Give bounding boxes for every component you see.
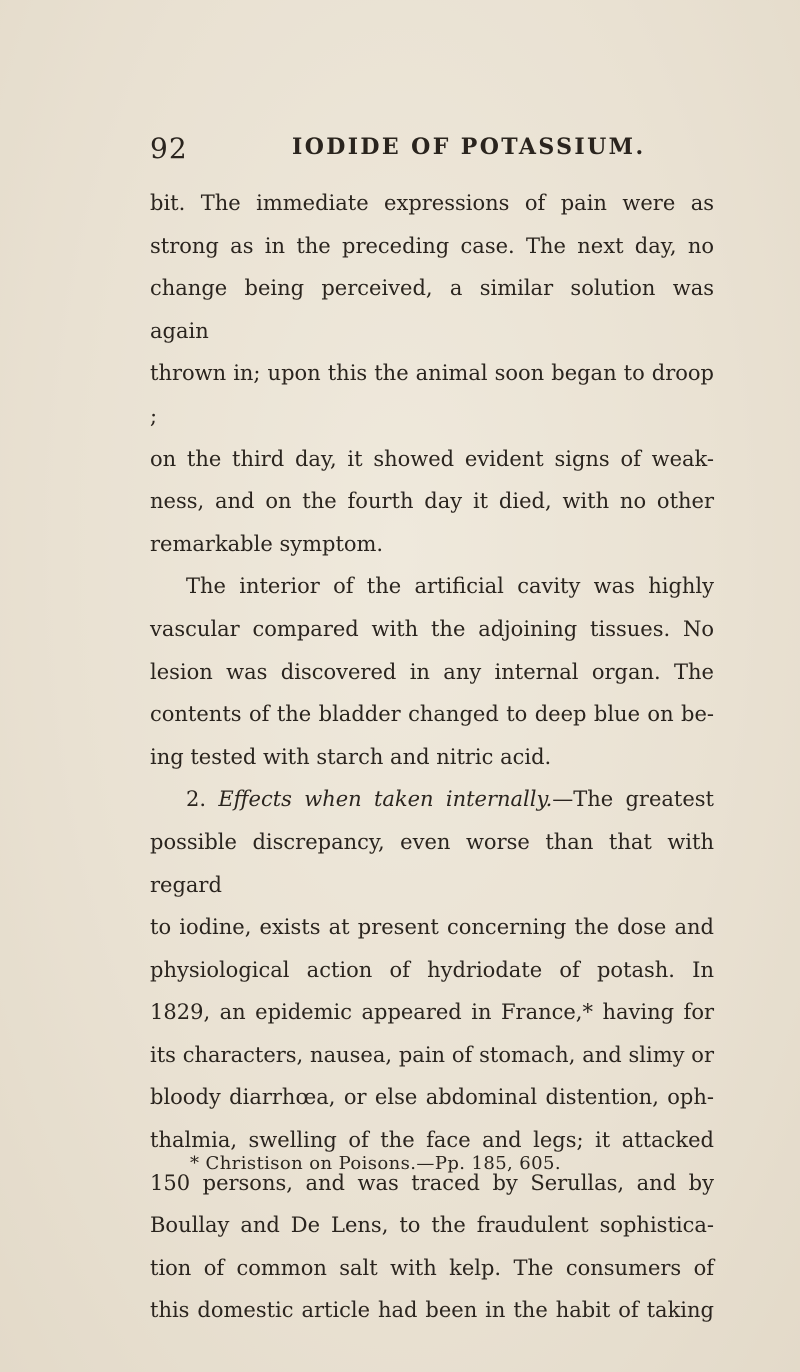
text-line: remarkable symptom. (150, 531, 384, 556)
paragraph-start (150, 565, 714, 608)
text-line: ness, and on the fourth day it died, with no other (150, 489, 714, 514)
text-line: ing tested with starch and nitric acid. (150, 744, 552, 769)
text-line: 1829, an epidemic appeared in France,* having for (150, 1000, 714, 1025)
section-title: Effects when taken internally. (218, 787, 553, 812)
text-line: change being perceived, a similar solution was again (150, 276, 714, 343)
text-line: tion of common salt with kelp. The consumers of (150, 1255, 714, 1280)
page-header (0, 132, 800, 172)
text-line: thrown in; upon this the animal soon began to droop ; (150, 361, 714, 428)
text-line: physiological action of hydriodate of potash. In (150, 957, 714, 982)
text-line: its characters, nausea, pain of stomach, and slimy or (150, 1042, 714, 1067)
running-head: IODIDE OF POTASSIUM. (292, 134, 646, 160)
text-line: thalmia, swelling of the face and legs; it attacked (150, 1128, 714, 1153)
text-line: The interior of the artificial cavity was highly (186, 574, 714, 599)
text-line: —The greatest (552, 787, 714, 812)
text-line: lesion was discovered in any internal organ. The (150, 659, 714, 684)
text-line: this domestic article had been in the habit of taking (150, 1298, 714, 1323)
section-number: 2. (186, 787, 219, 812)
text-line: bit. The immediate expressions of pain were as (150, 191, 714, 215)
footnote: * Christison on Poisons.—Pp. 185, 605. (190, 1153, 561, 1174)
text-line: 150 persons, and was traced by Serullas, and by (150, 1170, 714, 1195)
text-line: strong as in the preceding case. The next day, no (150, 233, 714, 258)
text-line: bloody diarrhœa, or else abdominal distention, oph- (150, 1085, 714, 1110)
text-line: vascular compared with the adjoining tissues. No (150, 616, 714, 641)
text-line: possible discrepancy, even worse than that with regard (150, 829, 714, 897)
section-heading-line (150, 778, 714, 821)
text-line: on the third day, it showed evident signs of weak- (150, 446, 714, 471)
text-line: to iodine, exists at present concerning the dose and (150, 915, 714, 940)
text-line: contents of the bladder changed to deep blue on be- (150, 702, 714, 727)
page-number: 92 (150, 132, 188, 165)
text-line: Boullay and De Lens, to the fraudulent sophistica- (150, 1213, 714, 1238)
